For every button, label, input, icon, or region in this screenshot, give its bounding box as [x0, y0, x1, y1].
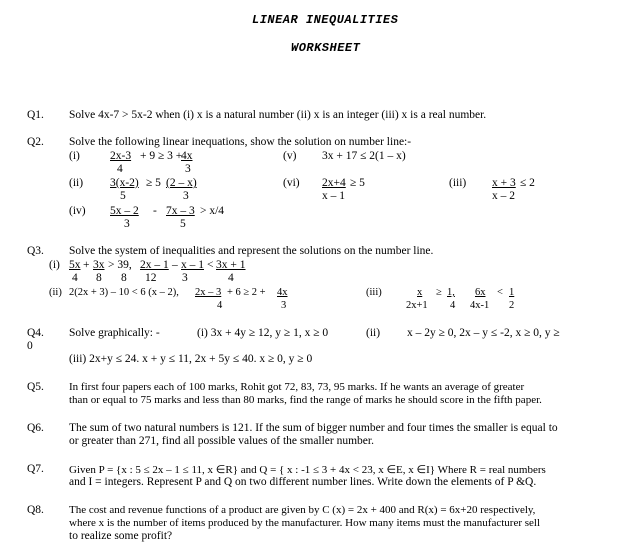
question-number: Q1.: [27, 109, 44, 121]
denominator: x – 2: [492, 190, 515, 202]
numerator: 5x – 2: [110, 205, 139, 217]
denominator: 8: [121, 272, 127, 284]
question-text: Solve the following linear inequations, show the solution on number line:-: [69, 136, 412, 148]
numerator: 2x – 1: [140, 259, 169, 271]
denominator: 3: [281, 300, 287, 311]
expression: (iii) 2x+y ≤ 24. x + y ≤ 11, 2x + 5y ≤ 40. x ≥ 0, y ≥ 0: [69, 353, 313, 365]
denominator: 2x+1: [406, 300, 428, 311]
page-title: LINEAR INEQUALITIES: [252, 13, 399, 27]
question-text: The sum of two natural numbers is 121. If the sum of bigger number and four times the smaller is equal to: [69, 422, 558, 434]
question-text: than or equal to 75 marks and less than 80 marks, find the range of marks he should score in the fifth paper.: [69, 394, 542, 406]
part-label: (i): [69, 150, 80, 162]
part-label: (vi): [283, 177, 300, 189]
expression: ≥ 5: [350, 177, 365, 189]
denominator: 5: [180, 218, 186, 230]
denominator: 12: [145, 272, 157, 284]
numerator: 6x: [475, 287, 486, 298]
numerator: x: [417, 287, 423, 298]
question-text: Solve graphically: -: [69, 327, 160, 339]
expression: (i) 3x + 4y ≥ 12, y ≥ 1, x ≥ 0: [197, 327, 329, 339]
denominator: 4: [450, 300, 456, 311]
question-number: Q4.: [27, 327, 44, 339]
denominator: 4: [228, 272, 234, 284]
question-number: Q6.: [27, 422, 44, 434]
part-label: (ii): [366, 327, 381, 339]
expression: 3x + 17 ≤ 2(1 – x): [322, 150, 406, 162]
numerator: 5x: [69, 259, 81, 271]
expression: ≥ 5: [146, 177, 161, 189]
part-label: (iv): [69, 205, 86, 217]
numerator: 4x: [181, 150, 193, 162]
operator: -: [153, 205, 157, 217]
denominator: 4: [117, 163, 123, 175]
denominator: 4: [217, 300, 223, 311]
question-text: and I = integers. Represent P and Q on two different number lines. Write down the elements of P &Q.: [69, 476, 537, 488]
question-number: Q5.: [27, 381, 44, 393]
numerator: 3(x-2): [110, 177, 139, 189]
denominator: x – 1: [322, 190, 345, 202]
numerator: 2x+4: [322, 177, 346, 189]
denominator: 3: [124, 218, 130, 230]
expression: > 39,: [108, 259, 132, 271]
part-label: (iii): [366, 287, 382, 298]
question-text: where x is the number of items produced by the manufacturer. How many items must the manufacturer sell: [69, 517, 541, 529]
operator: ≥: [436, 287, 442, 298]
denominator: 4x-1: [470, 300, 490, 311]
numerator: (2 – x): [166, 177, 197, 189]
numerator: x – 1: [181, 259, 204, 271]
numerator: 4x: [277, 287, 288, 298]
question-number-continuation: 0: [27, 340, 33, 352]
denominator: 3: [183, 190, 189, 202]
question-text: In first four papers each of 100 marks, Rohit got 72, 83, 73, 95 marks. If he wants an average of greater: [69, 381, 525, 393]
operator: +: [83, 259, 90, 271]
question-number: Q8.: [27, 504, 44, 516]
denominator: 8: [96, 272, 102, 284]
expression: 2(2x + 3) – 10 < 6 (x – 2),: [69, 287, 179, 298]
expression: > x/4: [200, 205, 225, 217]
operator: <: [497, 287, 503, 298]
numerator: x + 3: [492, 177, 516, 189]
denominator: 4: [72, 272, 78, 284]
numerator: 3x: [93, 259, 105, 271]
denominator: 2: [509, 300, 515, 311]
page-subtitle: WORKSHEET: [291, 41, 361, 55]
operator: –: [172, 259, 178, 271]
operator: <: [207, 259, 214, 271]
question-text: or greater than 271, find all possible values of the smaller number.: [69, 435, 374, 447]
question-text: to realize some profit?: [69, 530, 173, 542]
question-number: Q3.: [27, 245, 44, 257]
numerator: 7x – 3: [166, 205, 195, 217]
numerator: 3x + 1: [216, 259, 246, 271]
denominator: 3: [182, 272, 188, 284]
expression: + 9 ≥ 3 +: [140, 150, 183, 162]
part-label: (iii): [449, 177, 467, 189]
question-text: Solve the system of inequalities and represent the solutions on the number line.: [69, 245, 434, 257]
numerator: 2x – 3: [195, 287, 222, 298]
part-label: (ii): [69, 177, 84, 189]
part-label: (ii): [49, 287, 62, 298]
question-text: Solve 4x-7 > 5x-2 when (i) x is a natural number (ii) x is an integer (iii) x is a real number.: [69, 109, 487, 121]
question-text: Given P = {x : 5 ≤ 2x – 1 ≤ 11, x ∈R} and Q = { x : -1 ≤ 3 + 4x < 23, x ∈E, x ∈I} Where R = real numbers: [69, 464, 546, 476]
expression: x – 2y ≥ 0, 2x – y ≤ -2, x ≥ 0, y ≥: [407, 327, 560, 339]
numerator: 1,: [447, 287, 455, 298]
denominator: 5: [120, 190, 126, 202]
numerator: 1: [509, 287, 515, 298]
question-text: The cost and revenue functions of a product are given by C (x) = 2x + 400 and R(x) = 6x+20 respectively,: [69, 504, 536, 516]
denominator: 3: [185, 163, 191, 175]
expression: + 6 ≥ 2 +: [227, 287, 266, 298]
expression: ≤ 2: [520, 177, 535, 189]
part-label: (v): [283, 150, 297, 162]
numerator: 2x-3: [110, 150, 132, 162]
question-number: Q7.: [27, 463, 44, 475]
question-number: Q2.: [27, 136, 44, 148]
part-label: (i): [49, 259, 60, 271]
